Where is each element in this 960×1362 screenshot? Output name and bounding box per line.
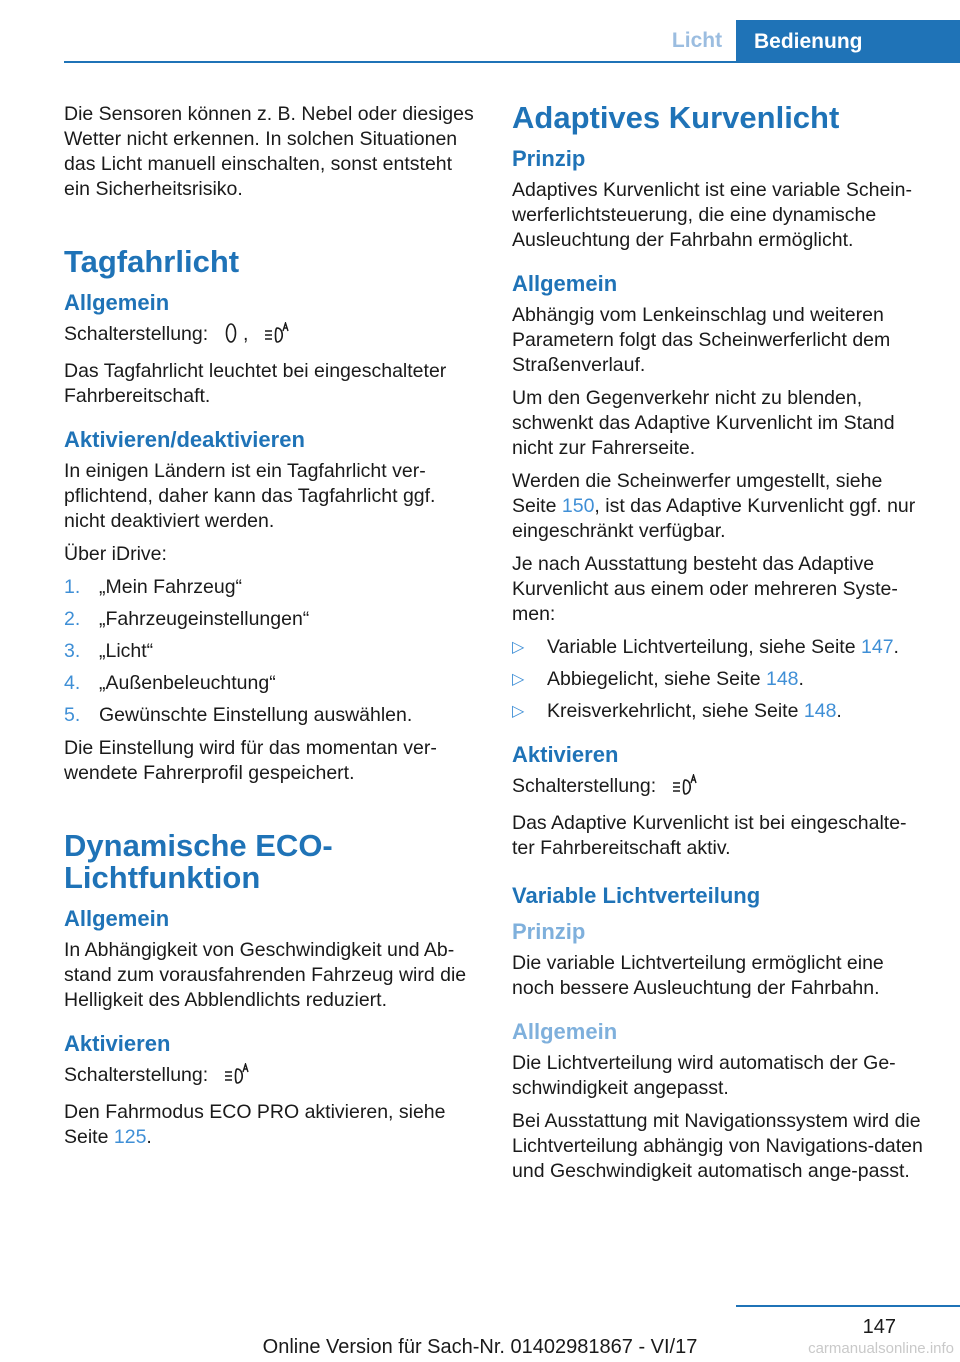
list-item: 5. Gewünschte Einstellung auswählen. xyxy=(64,704,413,726)
section-title-eco: Dynamische ECO- Lichtfunktion xyxy=(64,828,333,895)
heading-allgemein: Allgemein xyxy=(512,271,618,296)
triangle-bullet-icon: ▷ xyxy=(512,639,525,656)
footer-rule xyxy=(736,1305,960,1307)
systems-list xyxy=(512,635,928,724)
heading-allgemein: Allgemein xyxy=(64,290,170,315)
section-title-kurvenlicht: Adaptives Kurvenlicht xyxy=(512,100,840,135)
heading-variable-allgemein: Allgemein xyxy=(512,1019,618,1044)
left-column xyxy=(64,102,482,1158)
page-number: 147 xyxy=(862,1316,896,1338)
variable-prinzip-paragraph: Die variable Lichtverteilung ermöglicht eine noch bessere Ausleuchtung der Fahrbahn. xyxy=(512,952,884,999)
switch-position-line xyxy=(512,774,928,803)
switch-label: Schalterstellung: xyxy=(64,323,209,345)
allgemein-paragraph-2: Um den Gegenverkehr nicht zu blenden, schwenkt das Adaptive Kurvenlicht im Stand nicht zur Fahrerseite. xyxy=(512,387,895,459)
online-version-note: Online Version für Sach-Nr. 01402981867 - VI/17 xyxy=(262,1336,698,1358)
triangle-bullet-icon: ▷ xyxy=(512,671,525,688)
list-item: ▷ Variable Lichtverteilung, siehe Seite 147. xyxy=(512,636,899,658)
idrive-label: Über iDrive: xyxy=(64,543,167,565)
list-item: 4. „Außenbeleuchtung“ xyxy=(64,672,276,694)
heading-prinzip: Prinzip xyxy=(512,146,586,171)
allgemein-paragraph-1: Abhängig vom Lenkeinschlag und weiteren Parametern folgt das Scheinwerferlicht dem Straßenverlauf. xyxy=(512,304,891,376)
heading-eco-allgemein: Allgemein xyxy=(64,906,170,931)
heading-aktivieren: Aktivieren xyxy=(512,742,619,767)
page-link-125[interactable]: 125 xyxy=(113,1126,147,1148)
eco-switch-line xyxy=(64,1063,482,1092)
aktivieren-paragraph: In einigen Ländern ist ein Tagfahrlicht ver‐pflichtend, daher kann das Tagfahrlicht ggf. nicht deaktiviert werden. xyxy=(64,460,436,532)
page-link-147[interactable]: 147 xyxy=(861,636,894,658)
switch-label: Schalterstellung: xyxy=(512,775,657,797)
heading-variable-prinzip: Prinzip xyxy=(512,919,586,944)
auto-headlight-icon xyxy=(672,774,698,803)
section-title-tagfahrlicht: Tagfahrlicht xyxy=(64,244,240,279)
allgemein-paragraph-4: Je nach Ausstattung besteht das Adaptive Kurvenlicht aus einem oder mehreren Syste‐men: xyxy=(512,553,898,625)
section-title-variable-lichtverteilung: Variable Lichtverteilung xyxy=(512,883,761,908)
auto-headlight-icon xyxy=(224,1063,250,1092)
switch-separator: , xyxy=(243,323,249,345)
intro-paragraph: Die Sensoren können z. B. Nebel oder diesiges Wetter nicht erkennen. In solchen Situationen das Licht manuell einschalten, sonst entsteht ein Sicherheitsrisiko. xyxy=(64,103,474,200)
light-off-icon xyxy=(224,322,238,351)
allgemein-paragraph-3: Werden die Scheinwerfer umgestellt, siehe Seite 150, ist das Adaptive Kurvenlicht ggf. nur eingeschränkt verfügbar. xyxy=(512,470,916,542)
right-column xyxy=(512,102,928,1192)
page-link-150[interactable]: 150 xyxy=(561,495,595,517)
header-tab-licht: Licht xyxy=(671,28,723,52)
page-link-148[interactable]: 148 xyxy=(803,700,837,722)
idrive-steps-list xyxy=(64,575,482,728)
heading-eco-aktivieren: Aktivieren xyxy=(64,1031,171,1056)
variable-allgemein-paragraph-2: Bei Ausstattung mit Navigationssystem wird die Lichtverteilung abhängig von Navigations‐daten und Geschwindigkeit automatisch ange‐passt. xyxy=(512,1110,923,1182)
page-link-148[interactable]: 148 xyxy=(765,668,799,690)
prinzip-paragraph: Adaptives Kurvenlicht ist eine variable Schein‐werferlichtsteuerung, die eine dynamische Ausleuchtung der Fahrbahn ermöglicht. xyxy=(512,179,912,251)
header-rule xyxy=(64,61,960,63)
switch-label: Schalterstellung: xyxy=(64,1064,209,1086)
switch-position-line xyxy=(64,322,482,351)
list-item: 2. „Fahrzeugeinstellungen“ xyxy=(64,608,310,630)
list-item: ▷ Kreisverkehrlicht, siehe Seite 148. xyxy=(512,700,842,722)
eco-mode-paragraph: Den Fahrmodus ECO PRO aktivieren, siehe Seite 125. xyxy=(64,1101,446,1148)
list-item: 3. „Licht“ xyxy=(64,640,154,662)
aktivieren-paragraph: Das Adaptive Kurvenlicht ist bei eingeschalte‐ter Fahrbereitschaft aktiv. xyxy=(512,812,907,859)
eco-description: In Abhängigkeit von Geschwindigkeit und Ab‐stand zum vorausfahrenden Fahrzeug wird die Helligkeit des Abblendlichts reduziert. xyxy=(64,939,467,1011)
list-item: 1. „Mein Fahrzeug“ xyxy=(64,576,243,598)
list-item: ▷ Abbiegelicht, siehe Seite 148. xyxy=(512,668,804,690)
profile-paragraph: Die Einstellung wird für das momentan ver‐wendete Fahrerprofil gespeichert. xyxy=(64,737,437,784)
variable-allgemein-paragraph-1: Die Lichtverteilung wird automatisch der Ge‐schwindigkeit angepasst. xyxy=(512,1052,896,1099)
heading-aktivieren-deaktivieren: Aktivieren/deaktivieren xyxy=(64,427,305,452)
triangle-bullet-icon: ▷ xyxy=(512,703,525,720)
watermark: carmanualsonline.info xyxy=(808,1340,954,1357)
header-tab-bedienung: Bedienung xyxy=(736,20,960,63)
auto-headlight-icon xyxy=(264,322,290,351)
tagfahrlicht-description: Das Tagfahrlicht leuchtet bei eingeschalteter Fahrbereitschaft. xyxy=(64,360,447,407)
